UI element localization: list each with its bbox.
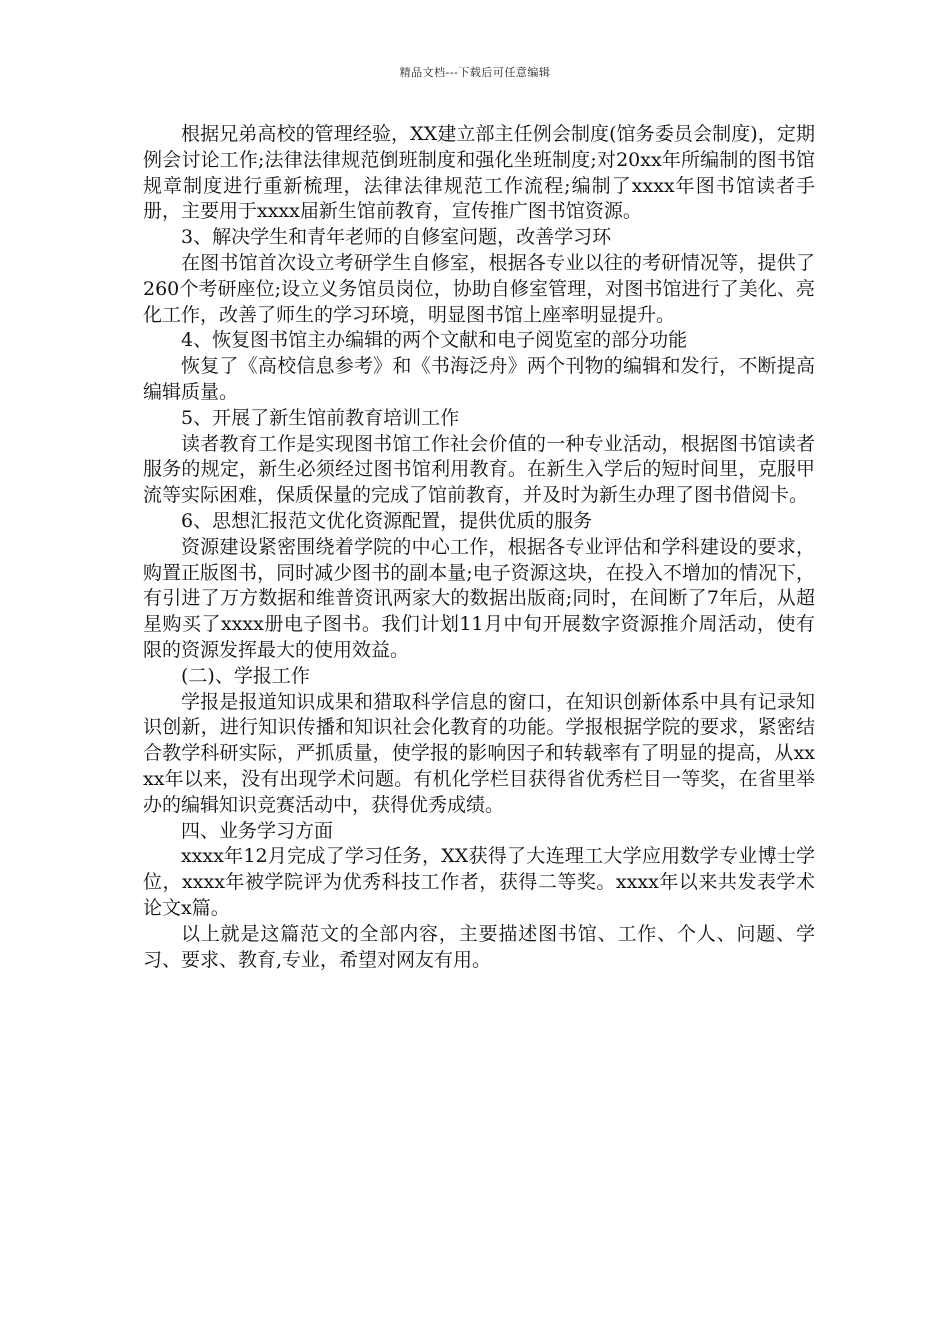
section-heading: 4、恢复图书馆主办编辑的两个文献和电子阅览室的部分功能	[181, 329, 688, 352]
paragraph: 根据兄弟高校的管理经验，XX建立部主任例会制度(馆务委员会制度)，定期例会讨论工作;法律法律规范倒班制度和强化坐班制度;对20xx年所编制的图书馆规章制度进行重新梳理，法律法律规范工作流程;编制了xxxx年图书馆读者手册，主要用于xxxx届新生馆前教育，宣传推广图书馆资源。	[143, 123, 815, 223]
paragraph: 恢复了《高校信息参考》和《书海泛舟》两个刊物的编辑和发行，不断提高编辑质量。	[143, 355, 815, 403]
paragraph: 在图书馆首次设立考研学生自修室，根据各专业以往的考研情况等，提供了260个考研座位;设立义务馆员岗位，协助自修室管理，对图书馆进行了美化、亮化工作，改善了师生的学习环境，明显图书馆上座率明显提升。	[143, 251, 815, 326]
section-heading: 6、思想汇报范文优化资源配置，提供优质的服务	[181, 509, 593, 532]
section-heading: (二)、学报工作	[181, 664, 310, 687]
section-heading: 5、开展了新生馆前教育培训工作	[181, 406, 460, 429]
document-body	[143, 122, 815, 973]
paragraph: 读者教育工作是实现图书馆工作社会价值的一种专业活动，根据图书馆读者服务的规定，新生必须经过图书馆利用教育。在新生入学后的短时间里，克服甲流等实际困难，保质保量的完成了馆前教育，并及时为新生办理了图书借阅卡。	[143, 432, 815, 507]
paragraph: 资源建设紧密围绕着学院的中心工作，根据各专业评估和学科建设的要求，购置正版图书，同时减少图书的副本量;电子资源这块，在投入不增加的情况下，有引进了万方数据和维普资讯两家大的数据出版商;同时，在间断了7年后，从超星购买了xxxx册电子图书。我们计划11月中旬开展数字资源推介周活动，使有限的资源发挥最大的使用效益。	[143, 535, 815, 661]
paragraph: 学报是报道知识成果和猎取科学信息的窗口，在知识创新体系中具有记录知识创新，进行知识传播和知识社会化教育的功能。学报根据学院的要求，紧密结合教学科研实际，严抓质量，使学报的影响因子和转载率有了明显的提高，从xxxx年以来，没有出现学术问题。有机化学栏目获得省优秀栏目一等奖，在省里举办的编辑知识竞赛活动中，获得优秀成绩。	[143, 690, 815, 816]
paragraph: 以上就是这篇范文的全部内容，主要描述图书馆、工作、个人、问题、学习、要求、教育,专业，希望对网友有用。	[143, 922, 815, 971]
section-heading: 四、业务学习方面	[181, 819, 334, 842]
section-heading: 3、解决学生和青年老师的自修室问题，改善学习环	[181, 226, 612, 249]
page-header: 精品文档---下载后可任意编辑	[399, 66, 551, 79]
paragraph: xxxx年12月完成了学习任务，XX获得了大连理工大学应用数学专业博士学位，xxxx年被学院评为优秀科技工作者，获得二等奖。xxxx年以来共发表学术论文x篇。	[143, 845, 815, 919]
